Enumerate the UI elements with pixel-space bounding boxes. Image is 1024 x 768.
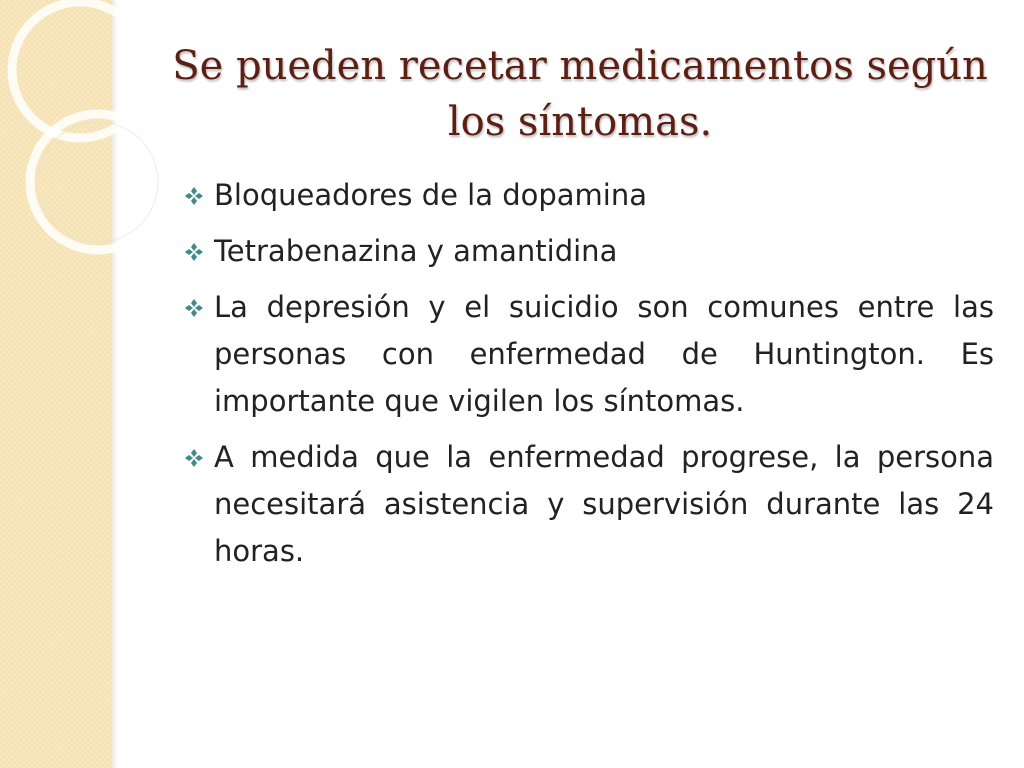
bullet-list xyxy=(182,172,994,584)
diamond-bullet-icon xyxy=(184,187,204,205)
bullet-item xyxy=(182,434,994,575)
bullet-text: A medida que la enfermedad progrese, la persona necesitará asistencia y supervisión durante las 24 horas. xyxy=(214,440,994,568)
diamond-bullet-icon xyxy=(184,243,204,261)
bullet-text: La depresión y el suicidio son comunes entre las personas con enfermedad de Huntington. Es importante que vigilen los síntomas. xyxy=(214,290,994,418)
slide-title: Se pueden recetar medicamentos según los síntomas. xyxy=(172,43,988,145)
diamond-bullet-icon xyxy=(184,299,204,317)
bullet-item xyxy=(182,228,994,275)
bullet-item xyxy=(182,284,994,425)
bullet-text: Bloqueadores de la dopamina xyxy=(214,178,648,212)
bullet-text: Tetrabenazina y amantidina xyxy=(214,234,618,268)
bullet-item xyxy=(182,172,994,219)
diamond-bullet-icon xyxy=(184,449,204,467)
